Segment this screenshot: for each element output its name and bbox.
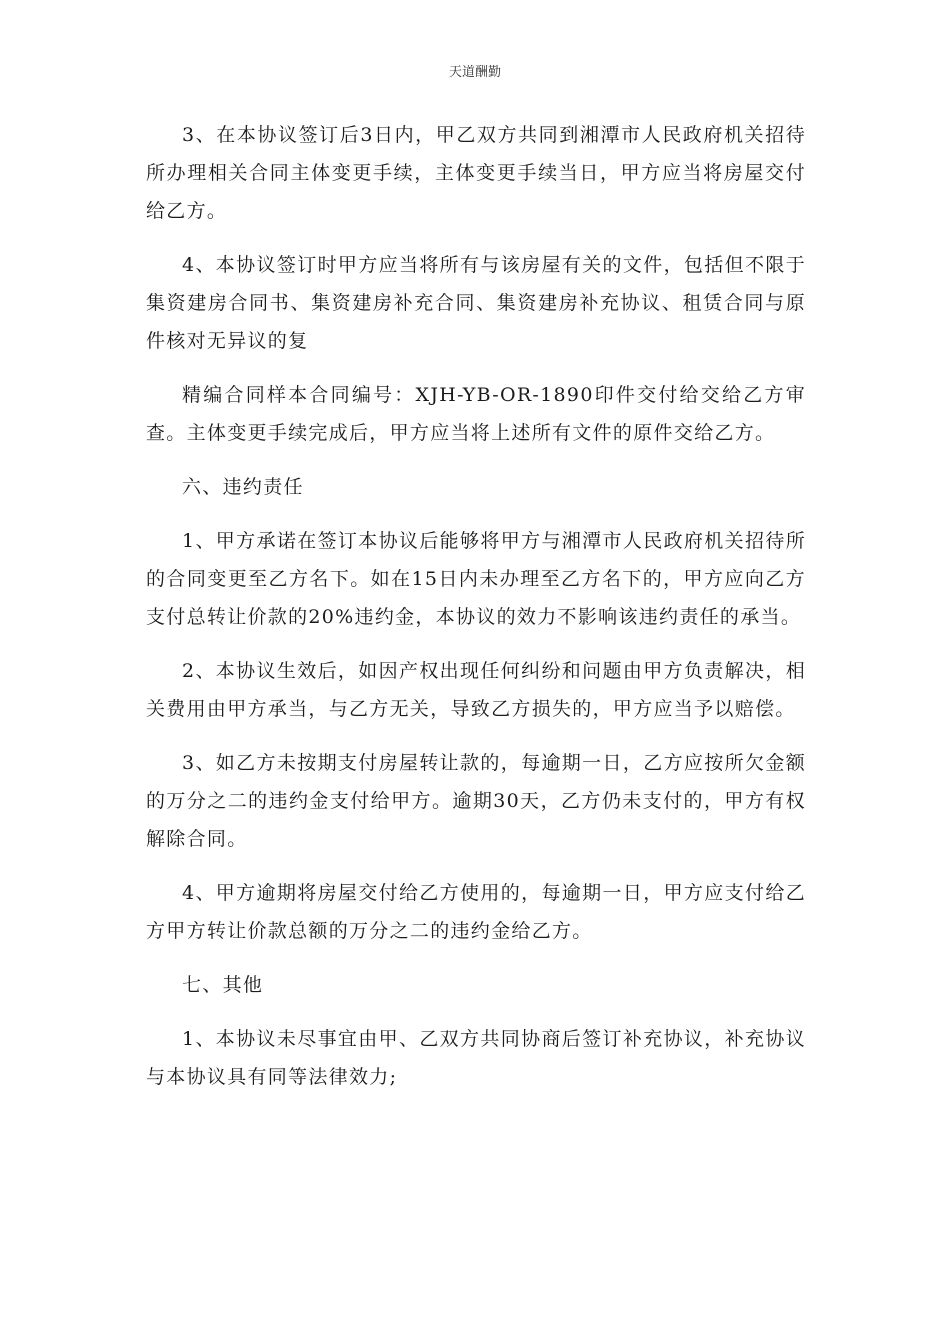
clause-4-continued: 精编合同样本合同编号：XJH-YB-OR-1890印件交付给交给乙方审查。主体变更手续完成后，甲方应当将上述所有文件的原件交给乙方。	[146, 384, 806, 444]
breach-clause-3: 3、如乙方未按期支付房屋转让款的，每逾期一日，乙方应按所欠金额的万分之二的违约金支付给甲方。逾期30天，乙方仍未支付的，甲方有权解除合同。	[146, 752, 806, 850]
breach-clause-4: 4、甲方逾期将房屋交付给乙方使用的，每逾期一日，甲方应支付给乙方甲方转让价款总额的万分之二的违约金给乙方。	[146, 882, 806, 942]
breach-clause-1: 1、甲方承诺在签订本协议后能够将甲方与湘潭市人民政府机关招待所的合同变更至乙方名下。如在15日内未办理至乙方名下的，甲方应向乙方支付总转让价款的20%违约金，本协议的效力不影响该违约责任的承当。	[146, 530, 806, 628]
section-heading-other: 七、其他	[182, 974, 264, 996]
clause-3-handover: 3、在本协议签订后3日内，甲乙双方共同到湘潭市人民政府机关招待所办理相关合同主体变更手续，主体变更手续当日，甲方应当将房屋交付给乙方。	[146, 124, 806, 222]
page-header: 天道酬勤	[448, 65, 501, 80]
section-heading-breach-liability: 六、违约责任	[182, 476, 304, 498]
clause-4-documents: 4、本协议签订时甲方应当将所有与该房屋有关的文件，包括但不限于集资建房合同书、集资建房补充合同、集资建房补充协议、租赁合同与原件核对无异议的复	[146, 254, 806, 352]
document-body	[146, 116, 806, 1112]
other-clause-1: 1、本协议未尽事宜由甲、乙双方共同协商后签订补充协议，补充协议与本协议具有同等法律效力;	[146, 1028, 806, 1088]
breach-clause-2: 2、本协议生效后，如因产权出现任何纠纷和问题由甲方负责解决，相关费用由甲方承当，与乙方无关，导致乙方损失的，甲方应当予以赔偿。	[146, 660, 806, 720]
